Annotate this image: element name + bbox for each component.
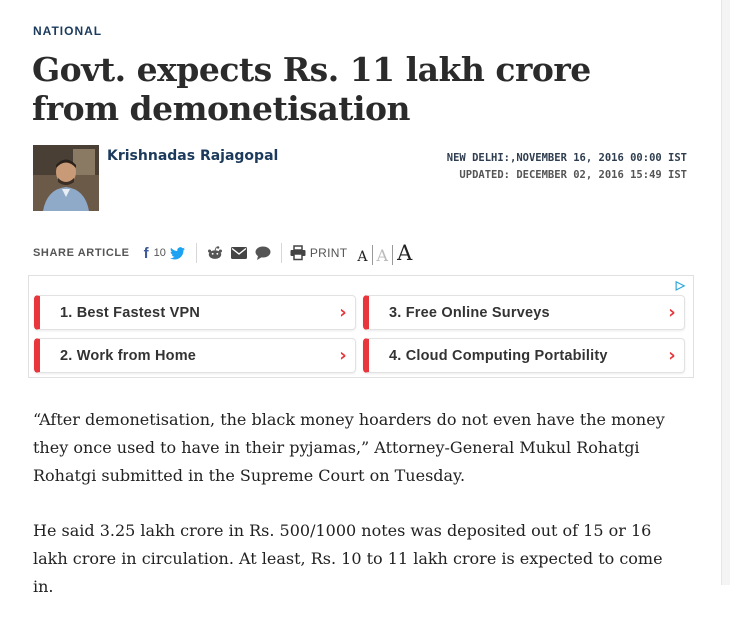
ad-link-work-from-home[interactable] [34, 338, 356, 373]
ad-link-label: 2. Work from Home [60, 347, 197, 364]
font-size-small-button[interactable]: A [357, 249, 368, 265]
share-divider [196, 243, 197, 263]
page-scrollbar-track[interactable] [722, 0, 730, 585]
article-paragraph: He said 3.25 lakh crore in Rs. 500/1000 notes was deposited out of 15 or 16 lakh crore in circulation. At least, Rs. 10 to 11 lakh crore is expected to come in. [33, 521, 663, 596]
font-size-large-button[interactable]: A [397, 241, 413, 265]
share-article-label: SHARE ARTICLE [33, 247, 130, 259]
reddit-icon [207, 246, 223, 260]
twitter-share-button[interactable] [168, 243, 188, 263]
ad-link-free-online-surveys[interactable] [363, 295, 685, 330]
share-toolbar [33, 240, 416, 266]
ad-link-label: 3. Free Online Surveys [389, 304, 550, 321]
dateline-block [447, 150, 687, 184]
article-paragraph: “After demonetisation, the black money hoarders do not even have the money they once used to have in their pyjamas,” Attorney-General Mukul Rohatgi Rohatgi submitted in the Supreme Court on Tuesday. [33, 410, 665, 485]
print-icon [290, 246, 306, 260]
facebook-icon: f [143, 244, 149, 262]
print-label: PRINT [309, 246, 348, 260]
publish-date: NEW DELHI:,NOVEMBER 16, 2016 00:00 IST [446, 152, 687, 164]
chevron-right-icon: › [668, 345, 676, 366]
author-avatar[interactable] [33, 145, 99, 211]
updated-date: UPDATED: DECEMBER 02, 2016 15:49 IST [459, 169, 687, 181]
sponsored-links-ad [28, 275, 694, 378]
twitter-icon [170, 247, 185, 260]
author-name[interactable]: Krishnadas Rajagopal [107, 148, 279, 164]
email-icon [231, 247, 247, 259]
email-share-button[interactable] [229, 243, 249, 263]
comment-icon [255, 246, 271, 260]
article-body [33, 406, 683, 628]
ad-link-label: 1. Best Fastest VPN [60, 304, 200, 321]
author-photo [33, 145, 99, 211]
ad-link-cloud-computing[interactable] [363, 338, 685, 373]
facebook-share-count: 10 [153, 247, 166, 259]
chevron-right-icon: › [339, 302, 347, 323]
ad-link-label: 4. Cloud Computing Portability [389, 347, 608, 364]
font-size-medium-button[interactable]: A [376, 246, 389, 265]
font-size-controls [353, 241, 416, 265]
adchoices-icon[interactable]: ▷ [675, 278, 685, 292]
print-button[interactable] [290, 246, 348, 260]
section-label[interactable]: NATIONAL [33, 24, 103, 38]
comment-button[interactable] [253, 243, 273, 263]
ad-link-best-fastest-vpn[interactable] [34, 295, 356, 330]
article-headline: Govt. expects Rs. 11 lakh crore from demonetisation [32, 50, 591, 128]
chevron-right-icon: › [668, 302, 676, 323]
reddit-share-button[interactable] [205, 243, 225, 263]
share-divider [281, 243, 282, 263]
facebook-share-button[interactable] [144, 245, 166, 262]
chevron-right-icon: › [339, 345, 347, 366]
